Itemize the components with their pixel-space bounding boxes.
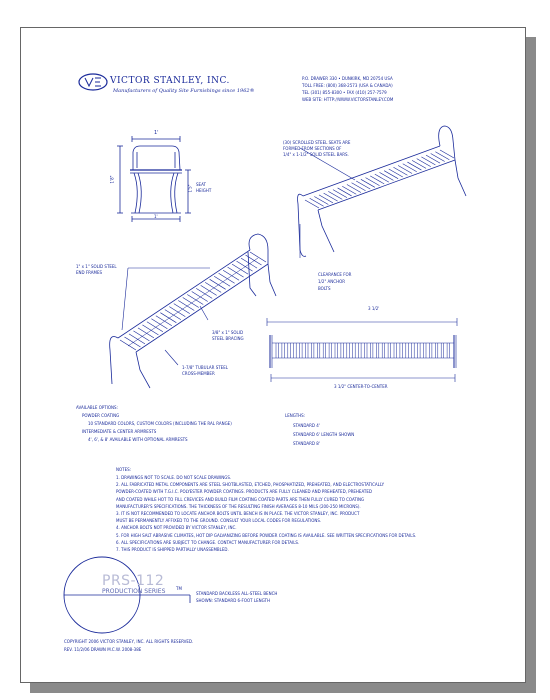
series-name: PRODUCTION SERIES	[102, 588, 166, 595]
dim-bottom-width: 1'	[154, 214, 158, 219]
slats-callout-1: (30) SCROLLED STEEL SEATS ARE	[283, 140, 351, 145]
note-line: 4. ANCHOR BOLTS NOT PROVIDED BY VICTOR STANLEY, INC.	[116, 525, 237, 531]
trademark: TM	[176, 586, 182, 591]
dim-overall-length: 3 1/2'	[368, 306, 380, 311]
title-block-graphic	[64, 557, 190, 633]
option-line-4: 4', 6', & 8' AVAILABLE WITH OPTIONAL ARMRESTS	[88, 437, 188, 442]
copyright: COPYRIGHT 2006 VICTOR STANLEY, INC. ALL RIGHTS RESERVED.	[64, 639, 194, 644]
end-frames-callout-1: 1" x 1" SOLID STEEL	[76, 264, 117, 269]
note-line: 1. DRAWINGS NOT TO SCALE. DO NOT SCALE DRAWINGS.	[116, 475, 232, 480]
cross-member-callout-1: 1-7/8" TUBULAR STEEL	[182, 365, 228, 370]
options-heading: AVAILABLE OPTIONS:	[76, 405, 118, 410]
note-line: MANUFACTURER'S SPECIFICATIONS. THE THICKNESS OF THE RESULTING FINISH AVERAGES 8-10 MILS (200-250 MICRONS).	[116, 503, 361, 509]
clearance-callout-3: BOLTS	[318, 286, 331, 291]
lengths-heading: LENGTHS:	[285, 413, 306, 418]
address-line-1: P.O. DRAWER 330 • DUNKIRK, MD 20754 USA	[302, 76, 393, 81]
length-line-1: STANDARD 4'	[293, 423, 320, 428]
note-line: MUST BE PERMANENTLY AFFIXED TO THE GROUND. CONSULT YOUR LOCAL CODES FOR REGULATIONS.	[116, 518, 322, 524]
notes-heading: NOTES:	[116, 467, 131, 472]
option-line-2: 10 STANDARD COLORS, CUSTOM COLORS (INCLUDING THE RAL RANGE)	[88, 421, 232, 426]
cross-member-callout-2: CROSS-MEMBER	[182, 371, 215, 376]
product-desc-2: SHOWN: STANDARD 6-FOOT LENGTH	[196, 598, 270, 603]
plan-view-drawing	[267, 318, 457, 382]
clearance-callout-2: 1/2" ANCHOR	[318, 279, 346, 284]
note-line: 3. IT IS NOT RECOMMENDED TO LOCATE ANCHOR BOLTS UNTIL BENCH IS IN PLACE. THE VICTOR STANLEY, INC. PRODUCT	[116, 511, 360, 516]
note-line: 7. THIS PRODUCT IS SHIPPED PARTIALLY UNASSEMBLED.	[116, 547, 229, 552]
address-line-4: WEB SITE: HTTP://WWW.VICTORSTANLEY.COM	[302, 97, 394, 102]
dim-top-width: 1'	[154, 130, 159, 136]
option-line-1: POWDER COATING	[82, 413, 120, 418]
end-frames-callout-2: END FRAMES	[76, 270, 103, 275]
slats-callout-2: FORMED FROM SECTIONS OF	[283, 146, 342, 151]
option-line-3: INTERMEDIATE & CENTER ARMRESTS	[82, 429, 157, 434]
product-desc-1: STANDARD BACKLESS ALL-STEEL BENCH	[196, 591, 278, 596]
company-name: VICTOR STANLEY, INC.	[110, 76, 230, 86]
length-line-3: STANDARD 8'	[293, 441, 320, 446]
front-view-drawing	[117, 136, 191, 222]
seat-height-label-1: SEAT	[196, 182, 206, 187]
dim-seat-height: 1'5"	[187, 184, 193, 193]
note-line: AND COATED WHILE HOT TO FILL CREVICES AND BUILD FILM COATING COATED PARTS ARE THEN FULLY CURED TO COATING	[116, 496, 365, 502]
bracing-callout-2: STEEL BRACING	[212, 336, 244, 341]
vs-logo-icon	[79, 74, 107, 90]
revision-info: REV. 11/2/06 DRAWN M.C.W. 2008-38E	[64, 647, 142, 652]
bracing-callout-1: 3/8" x 1" SOLID	[212, 330, 244, 335]
dim-center-to-center: 3 1/2" CENTER-TO-CENTER	[334, 384, 388, 389]
address-line-3: TEL (301) 855-8300 • FAX (410) 257-7579	[302, 90, 387, 95]
clearance-callout-1: CLEARANCE FOR	[318, 272, 352, 277]
address-line-2: TOLL FREE: (800) 368-2573 (USA & CANADA)	[302, 83, 393, 88]
dim-front-height: 1'8"	[109, 175, 115, 184]
note-line: 6. ALL SPECIFICATIONS ARE SUBJECT TO CHANGE. CONTACT MANUFACTURER FOR DETAILS.	[116, 539, 300, 545]
note-line: 5. FOR HIGH SALT ABRASIVE CLIMATES, HOT DIP GALVANIZING BEFORE POWDER COATING IS AVAILABLE. SEE WRITTEN SPECIFICATIONS FOR DETAILS.	[116, 532, 417, 538]
company-tagline: Manufacturers of Quality Site Furnishings since 1962®	[113, 88, 255, 94]
slats-callout-3: 1/4" x 1-1/2" SOLID STEEL BARS.	[283, 152, 349, 157]
model-number: PRS-112	[102, 573, 165, 589]
length-line-2: STANDARD 6' LENGTH SHOWN	[293, 432, 355, 437]
seat-height-label-2: HEIGHT	[196, 188, 212, 193]
note-line: POWDER-COATED WITH T.G.I.C. POLYESTER POWDER COATINGS. PRODUCTS ARE FULLY CLEANED AND PREHEATED, PREHEATED	[116, 489, 372, 495]
note-line: 2. ALL FABRICATED METAL COMPONENTS ARE STEEL SHOTBLASTED, ETCHED, PHOSPHATIZED, PREHEATED, AND ELECTROSTATICALLY	[116, 482, 385, 488]
